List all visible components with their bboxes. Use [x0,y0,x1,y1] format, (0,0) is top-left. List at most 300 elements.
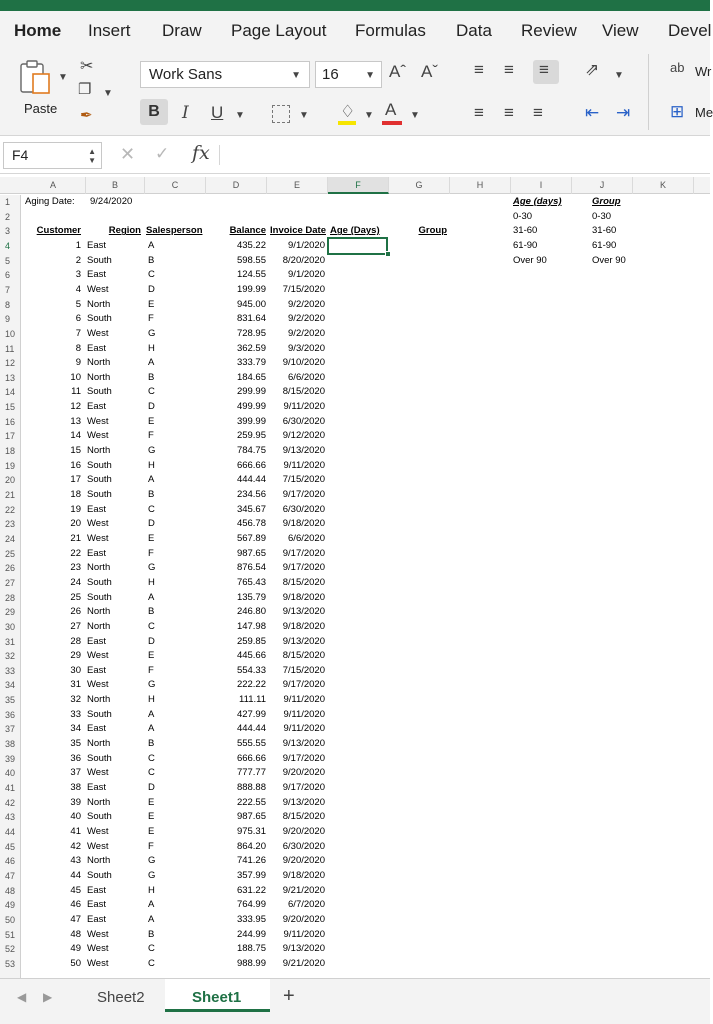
column-header-g[interactable]: G [389,177,450,194]
align-right-icon[interactable]: ≡ [533,103,543,122]
invoice-date-cell[interactable]: 8/15/2020 [282,650,325,662]
invoice-date-cell[interactable]: 9/21/2020 [282,884,325,896]
customer-cell[interactable]: 47 [70,913,81,925]
row-header[interactable]: 8 [5,299,11,310]
balance-cell[interactable]: 598.55 [236,254,266,266]
customer-cell[interactable]: 13 [70,415,81,427]
salesperson-cell[interactable]: F [148,664,154,676]
invoice-date-cell[interactable]: 9/13/2020 [282,943,325,955]
lookup-group-header[interactable]: Group [592,196,621,207]
salesperson-cell[interactable]: D [148,635,155,647]
row-header[interactable]: 13 [5,372,16,383]
invoice-date-cell[interactable]: 9/11/2020 [283,401,325,413]
region-cell[interactable]: North [87,562,111,574]
customer-cell[interactable]: 6 [75,313,81,325]
worksheet-grid[interactable] [0,174,710,978]
customer-cell[interactable]: 44 [70,869,81,881]
invoice-date-cell[interactable]: 9/18/2020 [282,620,325,632]
customer-cell[interactable]: 41 [70,825,81,837]
region-cell[interactable]: East [87,401,107,413]
region-cell[interactable]: North [87,445,111,457]
customer-cell[interactable]: 23 [70,562,81,574]
salesperson-cell[interactable]: C [148,752,155,764]
region-cell[interactable]: East [87,664,107,676]
row-header[interactable]: 52 [5,944,16,955]
customer-cell[interactable]: 30 [70,664,81,676]
invoice-date-cell[interactable]: 6/6/2020 [288,532,325,544]
region-cell[interactable]: West [87,928,109,940]
row-header[interactable]: 42 [5,797,16,808]
customer-cell[interactable]: 27 [70,620,81,632]
customer-cell[interactable]: 49 [70,943,81,955]
next-sheet-icon[interactable]: ▶ [43,990,53,1004]
tab-draw[interactable]: Draw [162,21,202,40]
header-group[interactable]: Group [418,225,447,237]
region-cell[interactable]: North [87,620,111,632]
invoice-date-cell[interactable]: 9/20/2020 [282,913,325,925]
balance-cell[interactable]: 246.80 [236,606,266,618]
prev-sheet-icon[interactable]: ◀ [17,990,27,1004]
invoice-date-cell[interactable]: 9/17/2020 [282,679,325,691]
row-header[interactable]: 48 [5,885,16,896]
font-color-icon[interactable]: A [385,100,397,119]
formula-input[interactable] [225,143,705,168]
row-header[interactable]: 24 [5,533,16,544]
balance-cell[interactable]: 499.99 [236,401,266,413]
column-header-i[interactable]: I [511,177,572,194]
bold-button[interactable]: B [140,99,168,125]
customer-cell[interactable]: 4 [75,283,81,295]
underline-dropdown-icon[interactable]: ▼ [235,110,245,121]
row-header[interactable]: 19 [5,460,16,471]
invoice-date-cell[interactable]: 9/18/2020 [282,591,325,603]
customer-cell[interactable]: 34 [70,723,81,735]
increase-indent-icon[interactable]: ⇥ [616,103,631,122]
salesperson-cell[interactable]: C [148,386,155,398]
invoice-date-cell[interactable]: 9/20/2020 [282,825,325,837]
add-sheet-icon[interactable]: + [283,985,295,1007]
invoice-date-cell[interactable]: 9/17/2020 [282,562,325,574]
balance-cell[interactable]: 222.55 [236,796,266,808]
salesperson-cell[interactable]: B [148,371,155,383]
row-header[interactable]: 18 [5,446,16,457]
balance-cell[interactable]: 199.99 [236,283,266,295]
region-cell[interactable]: South [87,811,112,823]
invoice-date-cell[interactable]: 7/15/2020 [282,283,325,295]
balance-cell[interactable]: 631.22 [236,884,266,896]
invoice-date-cell[interactable]: 9/2/2020 [288,327,325,339]
align-middle-icon[interactable]: ≡ [504,60,514,79]
invoice-date-cell[interactable]: 9/17/2020 [282,547,325,559]
invoice-date-cell[interactable]: 9/1/2020 [288,239,325,251]
balance-cell[interactable]: 427.99 [236,708,266,720]
salesperson-cell[interactable]: A [148,239,155,251]
row-header[interactable]: 15 [5,402,16,413]
sheet-tab-sheet1[interactable]: Sheet1 [192,989,242,1006]
header-age-days[interactable]: Age (Days) [330,225,380,237]
customer-cell[interactable]: 18 [70,489,81,500]
salesperson-cell[interactable]: D [148,782,155,793]
salesperson-cell[interactable]: H [148,342,155,354]
salesperson-cell[interactable]: G [148,855,156,867]
customer-cell[interactable]: 5 [75,298,81,310]
salesperson-cell[interactable]: G [148,562,156,574]
customer-cell[interactable]: 7 [75,327,81,339]
customer-cell[interactable]: 48 [70,928,81,940]
row-header[interactable]: 3 [5,226,11,237]
customer-cell[interactable]: 36 [70,752,81,764]
row-header[interactable]: 32 [5,651,16,662]
column-header-a[interactable]: A [21,177,86,194]
row-header[interactable]: 17 [5,431,16,442]
region-cell[interactable]: West [87,283,109,295]
tab-formulas[interactable]: Formulas [355,21,426,40]
region-cell[interactable]: West [87,327,109,339]
region-cell[interactable]: South [87,869,112,881]
region-cell[interactable]: West [87,415,109,427]
customer-cell[interactable]: 11 [71,386,81,398]
salesperson-cell[interactable]: E [148,811,155,823]
invoice-date-cell[interactable]: 9/13/2020 [282,796,325,808]
lookup-age-cell[interactable]: 31-60 [513,225,538,237]
region-cell[interactable]: South [87,489,112,500]
row-header[interactable]: 39 [5,753,16,764]
customer-cell[interactable]: 22 [70,547,81,559]
row-header[interactable]: 38 [5,739,16,750]
row-header[interactable]: 34 [5,680,16,691]
region-cell[interactable]: North [87,371,111,383]
balance-cell[interactable]: 147.98 [236,620,266,632]
lookup-group-cell[interactable]: 61-90 [592,239,617,251]
salesperson-cell[interactable]: A [148,591,155,603]
balance-cell[interactable]: 831.64 [236,313,266,325]
customer-cell[interactable]: 24 [70,576,81,588]
increase-font-icon[interactable]: Aˆ [389,62,406,81]
balance-cell[interactable]: 864.20 [236,840,266,852]
region-cell[interactable]: South [87,752,112,764]
row-header[interactable]: 14 [5,387,16,398]
salesperson-cell[interactable]: D [148,518,155,530]
tab-view[interactable]: View [602,21,639,40]
region-cell[interactable]: South [87,708,112,720]
header-customer[interactable]: Customer [36,225,81,237]
salesperson-cell[interactable]: D [148,401,155,413]
region-cell[interactable]: North [87,738,111,750]
customer-cell[interactable]: 3 [75,269,81,281]
salesperson-cell[interactable]: B [148,606,155,618]
column-header-c[interactable]: C [145,177,206,194]
invoice-date-cell[interactable]: 9/11/2020 [283,694,325,706]
region-cell[interactable]: West [87,430,109,442]
region-cell[interactable]: West [87,943,109,955]
region-cell[interactable]: South [87,386,112,398]
row-header[interactable]: 2 [5,211,11,222]
balance-cell[interactable]: 399.99 [236,415,266,427]
balance-cell[interactable]: 988.99 [236,957,266,969]
balance-cell[interactable]: 567.89 [236,532,266,544]
row-header[interactable]: 25 [5,548,16,559]
region-cell[interactable]: East [87,913,107,925]
invoice-date-cell[interactable]: 9/13/2020 [282,445,325,457]
salesperson-cell[interactable]: B [148,254,155,266]
row-header[interactable]: 31 [5,636,16,647]
balance-cell[interactable]: 124.55 [236,269,266,281]
borders-icon[interactable] [272,105,290,123]
customer-cell[interactable]: 32 [70,694,81,706]
invoice-date-cell[interactable]: 9/17/2020 [282,782,325,793]
balance-cell[interactable]: 888.88 [236,782,266,793]
region-cell[interactable]: East [87,782,107,793]
invoice-date-cell[interactable]: 7/15/2020 [282,664,325,676]
invoice-date-cell[interactable]: 9/13/2020 [282,606,325,618]
region-cell[interactable]: East [87,899,107,911]
balance-cell[interactable]: 135.79 [236,591,266,603]
customer-cell[interactable]: 25 [70,591,81,603]
region-cell[interactable]: North [87,606,111,618]
underline-button[interactable]: U [211,103,224,122]
row-header[interactable]: 23 [5,519,16,530]
aging-date-value[interactable]: 9/24/2020 [90,196,133,207]
customer-cell[interactable]: 31 [70,679,81,691]
region-cell[interactable]: East [87,342,107,354]
invoice-date-cell[interactable]: 9/18/2020 [282,869,325,881]
salesperson-cell[interactable]: C [148,957,155,969]
region-cell[interactable]: South [87,459,112,471]
salesperson-cell[interactable]: F [148,430,154,442]
decrease-indent-icon[interactable]: ⇤ [585,103,600,122]
row-header[interactable]: 35 [5,695,16,706]
row-header[interactable]: 33 [5,665,16,676]
invoice-date-cell[interactable]: 9/3/2020 [288,342,325,354]
paste-label[interactable]: Paste [24,101,58,116]
row-header[interactable]: 9 [5,314,11,325]
salesperson-cell[interactable]: B [148,489,155,500]
salesperson-cell[interactable]: H [148,459,155,471]
fill-handle[interactable] [385,251,391,257]
tab-data[interactable]: Data [456,21,492,40]
lookup-group-cell[interactable]: 0-30 [592,210,612,222]
balance-cell[interactable]: 244.99 [236,928,266,940]
region-cell[interactable]: East [87,635,107,647]
lookup-group-cell[interactable]: 31-60 [592,225,617,237]
region-cell[interactable]: South [87,254,112,266]
region-cell[interactable]: West [87,825,109,837]
salesperson-cell[interactable]: H [148,694,155,706]
balance-cell[interactable]: 445.66 [236,650,266,662]
invoice-date-cell[interactable]: 9/11/2020 [283,708,325,720]
balance-cell[interactable]: 945.00 [236,298,266,310]
aging-date-label[interactable]: Aging Date: [25,196,75,207]
format-painter-icon[interactable]: ✒ [80,107,93,124]
region-cell[interactable]: East [87,239,107,251]
region-cell[interactable]: East [87,723,107,735]
tab-developer[interactable]: Devel [668,21,712,40]
column-header-j[interactable]: J [572,177,633,194]
salesperson-cell[interactable]: G [148,869,156,881]
row-header[interactable]: 16 [5,416,16,427]
customer-cell[interactable]: 42 [70,840,81,852]
balance-cell[interactable]: 728.95 [236,327,266,339]
merge-label[interactable]: Me [695,105,713,120]
customer-cell[interactable]: 28 [70,635,81,647]
balance-cell[interactable]: 345.67 [236,503,266,515]
row-header[interactable]: 51 [5,929,16,940]
row-header[interactable]: 30 [5,621,16,632]
header-balance[interactable]: Balance [229,225,266,237]
customer-cell[interactable]: 17 [70,474,81,486]
region-cell[interactable]: West [87,650,109,662]
invoice-date-cell[interactable]: 9/13/2020 [282,738,325,750]
region-cell[interactable]: South [87,313,112,325]
row-header[interactable]: 21 [5,490,16,500]
align-top-icon[interactable]: ≡ [474,60,484,79]
salesperson-cell[interactable]: C [148,269,155,281]
balance-cell[interactable]: 184.65 [236,371,266,383]
row-header[interactable]: 50 [5,914,16,925]
row-header[interactable]: 46 [5,856,16,867]
invoice-date-cell[interactable]: 9/1/2020 [288,269,325,281]
balance-cell[interactable]: 259.85 [236,635,266,647]
font-color-dropdown-icon[interactable]: ▼ [410,110,420,121]
cut-icon[interactable]: ✂ [80,58,94,75]
salesperson-cell[interactable]: D [148,283,155,295]
customer-cell[interactable]: 33 [70,708,81,720]
customer-cell[interactable]: 10 [70,371,81,383]
customer-cell[interactable]: 19 [70,503,81,515]
customer-cell[interactable]: 12 [70,401,81,413]
customer-cell[interactable]: 16 [70,459,81,471]
invoice-date-cell[interactable]: 9/17/2020 [282,752,325,764]
salesperson-cell[interactable]: A [148,357,155,369]
row-header[interactable]: 43 [5,812,16,823]
balance-cell[interactable]: 777.77 [236,767,266,779]
salesperson-cell[interactable]: A [148,913,155,925]
insert-function-icon[interactable]: fx [192,142,210,164]
customer-cell[interactable]: 35 [70,738,81,750]
invoice-date-cell[interactable]: 6/30/2020 [282,503,325,515]
customer-cell[interactable]: 29 [70,650,81,662]
invoice-date-cell[interactable]: 9/20/2020 [282,767,325,779]
region-cell[interactable]: South [87,591,112,603]
salesperson-cell[interactable]: G [148,445,156,457]
invoice-date-cell[interactable]: 9/17/2020 [282,489,325,500]
tab-review[interactable]: Review [521,21,577,40]
salesperson-cell[interactable]: B [148,928,155,940]
align-left-icon[interactable]: ≡ [474,103,484,122]
wrap-text-icon[interactable]: ab [670,60,685,75]
row-header[interactable]: 7 [5,284,11,295]
header-region[interactable]: Region [108,225,141,237]
balance-cell[interactable]: 444.44 [236,723,266,735]
salesperson-cell[interactable]: H [148,576,155,588]
balance-cell[interactable]: 987.65 [236,547,266,559]
region-cell[interactable]: West [87,518,109,530]
row-header[interactable]: 5 [5,255,11,266]
customer-cell[interactable]: 43 [70,855,81,867]
customer-cell[interactable]: 50 [70,957,81,969]
salesperson-cell[interactable]: A [148,474,155,486]
balance-cell[interactable]: 259.95 [236,430,266,442]
align-bottom-button[interactable] [533,60,559,84]
balance-cell[interactable]: 222.22 [236,679,266,691]
customer-cell[interactable]: 39 [70,796,81,808]
sheet-tab-sheet2[interactable]: Sheet2 [97,989,145,1006]
customer-cell[interactable]: 45 [70,884,81,896]
region-cell[interactable]: North [87,298,111,310]
customer-cell[interactable]: 2 [75,254,81,266]
balance-cell[interactable]: 555.55 [236,738,266,750]
lookup-group-cell[interactable]: Over 90 [592,254,626,266]
column-header-k[interactable]: K [633,177,694,194]
fill-color-icon[interactable]: ♢ [340,102,356,121]
salesperson-cell[interactable]: A [148,708,155,720]
invoice-date-cell[interactable]: 9/21/2020 [282,957,325,969]
region-cell[interactable]: North [87,855,111,867]
row-header[interactable]: 28 [5,592,16,603]
region-cell[interactable]: North [87,694,111,706]
row-header[interactable]: 36 [5,709,16,720]
region-cell[interactable]: North [87,796,111,808]
customer-cell[interactable]: 9 [75,357,81,369]
balance-cell[interactable]: 876.54 [236,562,266,574]
customer-cell[interactable]: 38 [70,782,81,793]
header-invoice-date[interactable]: Invoice Date [270,225,326,237]
salesperson-cell[interactable]: C [148,503,155,515]
balance-cell[interactable]: 975.31 [236,825,266,837]
row-header[interactable]: 10 [5,328,16,339]
invoice-date-cell[interactable]: 6/30/2020 [282,415,325,427]
salesperson-cell[interactable]: E [148,825,155,837]
salesperson-cell[interactable]: F [148,313,154,325]
balance-cell[interactable]: 188.75 [236,943,266,955]
region-cell[interactable]: West [87,532,109,544]
tab-page-layout[interactable]: Page Layout [231,21,327,40]
row-header[interactable]: 44 [5,826,16,837]
row-header[interactable]: 1 [5,197,11,207]
row-header[interactable]: 22 [5,504,16,515]
customer-cell[interactable]: 21 [70,532,81,544]
lookup-age-cell[interactable]: 61-90 [513,239,538,251]
salesperson-cell[interactable]: H [148,884,155,896]
cell-area[interactable] [21,195,710,978]
align-center-icon[interactable]: ≡ [504,103,514,122]
invoice-date-cell[interactable]: 9/2/2020 [288,313,325,325]
invoice-date-cell[interactable]: 8/15/2020 [282,386,325,398]
region-cell[interactable]: West [87,840,109,852]
salesperson-cell[interactable]: A [148,899,155,911]
balance-cell[interactable]: 444.44 [236,474,266,486]
region-cell[interactable]: West [87,679,109,691]
salesperson-cell[interactable]: C [148,943,155,955]
salesperson-cell[interactable]: C [148,620,155,632]
lookup-age-cell[interactable]: 0-30 [513,210,533,222]
row-header[interactable]: 11 [5,343,15,354]
invoice-date-cell[interactable]: 9/11/2020 [283,928,325,940]
selected-cell-f4[interactable] [327,237,388,255]
invoice-date-cell[interactable]: 9/12/2020 [282,430,325,442]
column-header-f[interactable]: F [328,177,389,194]
font-name-select[interactable] [140,61,310,88]
balance-cell[interactable]: 362.59 [236,342,266,354]
lookup-age-cell[interactable]: Over 90 [513,254,547,266]
salesperson-cell[interactable]: E [148,415,155,427]
region-cell[interactable]: South [87,576,112,588]
salesperson-cell[interactable]: F [148,547,154,559]
region-cell[interactable]: South [87,474,112,486]
customer-cell[interactable]: 40 [70,811,81,823]
copy-dropdown-icon[interactable]: ▼ [103,88,113,99]
salesperson-cell[interactable]: A [148,723,155,735]
